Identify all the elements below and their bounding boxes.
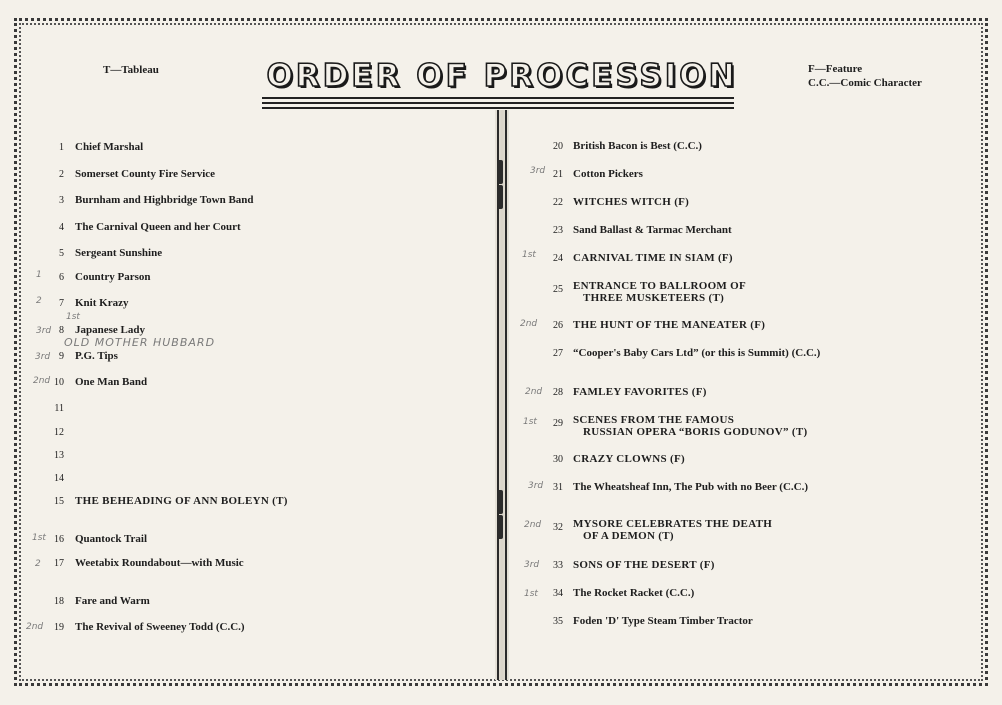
entry-name: CARNIVAL TIME IN SIAM (F)	[573, 252, 733, 264]
entry-name: Japanese Lady	[75, 324, 145, 336]
entry-number: 11	[54, 403, 64, 414]
entry-name: Knit Krazy	[75, 297, 129, 309]
binding-staple-bottom-2	[497, 515, 503, 539]
entry-number: 21	[553, 169, 563, 180]
entry-number: 9	[59, 351, 64, 362]
entry-name: ENTRANCE TO BALLROOM OF	[573, 280, 747, 292]
entry-number: 23	[553, 225, 563, 236]
legend-comic-character: C.C.—Comic Character	[808, 77, 922, 89]
entry-number: 31	[553, 482, 563, 493]
entry-number: 19	[54, 622, 64, 633]
entry-number: 24	[553, 253, 563, 264]
entry-name: FAMLEY FAVORITES (F)	[573, 386, 707, 398]
entry-name: Chief Marshal	[75, 141, 144, 153]
entry-name: Fare and Warm	[75, 595, 150, 607]
entry-number: 4	[59, 222, 64, 233]
handwritten-placing: 2nd	[33, 376, 51, 386]
entry-name: The Revival of Sweeney Todd (C.C.)	[75, 621, 245, 633]
entry-name: Cotton Pickers	[573, 168, 643, 180]
handwritten-placing: 1st	[523, 417, 537, 427]
title-rule-1	[262, 97, 734, 99]
entry-number: 15	[54, 496, 64, 507]
entry-number: 12	[54, 427, 64, 438]
entry-number: 5	[59, 248, 64, 259]
entry-name: The Wheatsheaf Inn, The Pub with no Beer (C.C.)	[573, 481, 809, 493]
handwritten-placing: 3rd	[36, 326, 52, 336]
binding-staple-bottom	[497, 490, 503, 514]
entry-name: Country Parson	[75, 271, 151, 283]
entry-number: 29	[553, 418, 563, 429]
handwritten-placing: 3rd	[528, 481, 544, 491]
entry-name: Foden 'D' Type Steam Timber Tractor	[573, 615, 753, 627]
handwritten-placing: 3rd	[35, 352, 51, 362]
entry-name: MYSORE CELEBRATES THE DEATH	[573, 518, 773, 530]
entry-number: 7	[59, 298, 64, 309]
title-rule-3	[262, 107, 734, 109]
entry-number: 33	[553, 560, 563, 571]
entry-name: THE BEHEADING OF ANN BOLEYN (T)	[75, 495, 288, 507]
entry-name: The Carnival Queen and her Court	[75, 221, 241, 233]
entry-number: 10	[54, 377, 64, 388]
handwritten-placing: 1st	[522, 250, 536, 260]
legend-feature: F—Feature	[808, 63, 863, 75]
handwritten-placing: 3rd	[530, 166, 546, 176]
page-title: ORDER OF PROCESSION	[266, 58, 738, 94]
entry-number: 25	[553, 284, 563, 295]
entry-number: 27	[553, 348, 563, 359]
entry-name-line-2: RUSSIAN OPERA “BORIS GODUNOV” (T)	[583, 426, 808, 438]
title-rule-2	[262, 102, 734, 104]
entry-name-line-2: OF A DEMON (T)	[583, 530, 674, 542]
entry-number: 2	[59, 169, 64, 180]
binding-staple-top-2	[497, 185, 503, 209]
handwritten-placing: 2nd	[520, 319, 538, 329]
legend-feature-comic	[808, 62, 922, 90]
binding-staple-top	[497, 160, 503, 184]
entry-name: SONS OF THE DESERT (F)	[573, 559, 715, 571]
handwritten-placing: 2nd	[26, 622, 44, 632]
entry-number: 18	[54, 596, 64, 607]
handwritten-placing: 2nd	[525, 387, 543, 397]
entry-name: Somerset County Fire Service	[75, 168, 216, 180]
entry-number: 22	[553, 197, 563, 208]
handwritten-placing: 1st	[524, 589, 538, 599]
entry-name: P.G. Tips	[75, 350, 118, 362]
entry-number: 34	[553, 588, 563, 599]
handwritten-placing: 2	[36, 296, 42, 306]
handwritten-placing: 2nd	[524, 520, 542, 530]
entry-number: 20	[553, 141, 563, 152]
handwritten-placing: 1	[36, 270, 42, 280]
entry-name: Quantock Trail	[75, 533, 148, 545]
entry-name: The Rocket Racket (C.C.)	[573, 587, 695, 599]
entry-name: “Cooper's Baby Cars Ltd” (or this is Summit) (C.C.)	[573, 347, 821, 359]
handwritten-placing: 1st	[66, 312, 80, 322]
legend-tableau: T—Tableau	[103, 64, 159, 76]
entry-number: 1	[59, 142, 64, 153]
entry-number: 28	[553, 387, 563, 398]
entry-name: One Man Band	[75, 376, 148, 388]
entry-name: SCENES FROM THE FAMOUS	[573, 414, 735, 426]
entry-number: 13	[54, 450, 64, 461]
entry-number: 17	[54, 558, 64, 569]
entry-name: Sand Ballast & Tarmac Merchant	[573, 224, 732, 236]
entry-number: 8	[59, 325, 64, 336]
handwritten-note: OLD MOTHER HUBBARD	[64, 336, 216, 349]
entry-number: 30	[553, 454, 563, 465]
handwritten-placing: 2	[35, 559, 41, 569]
entry-number: 16	[54, 534, 64, 545]
entry-name: Weetabix Roundabout—with Music	[75, 557, 244, 569]
handwritten-placing: 3rd	[524, 560, 540, 570]
entry-number: 6	[59, 272, 64, 283]
entry-name: British Bacon is Best (C.C.)	[573, 140, 702, 152]
entry-number: 35	[553, 616, 563, 627]
entry-name-line-2: THREE MUSKETEERS (T)	[583, 292, 725, 304]
centre-rule-right	[505, 110, 507, 680]
entry-name: THE HUNT OF THE MANEATER (F)	[573, 319, 766, 331]
entry-number: 3	[59, 195, 64, 206]
entry-number: 26	[553, 320, 563, 331]
entry-name: CRAZY CLOWNS (F)	[573, 453, 685, 465]
entry-number: 14	[54, 473, 64, 484]
entry-number: 32	[553, 522, 563, 533]
entry-name: Burnham and Highbridge Town Band	[75, 194, 254, 206]
entry-name: Sergeant Sunshine	[75, 247, 163, 259]
handwritten-placing: 1st	[32, 533, 46, 543]
entry-name: WITCHES WITCH (F)	[573, 196, 690, 208]
